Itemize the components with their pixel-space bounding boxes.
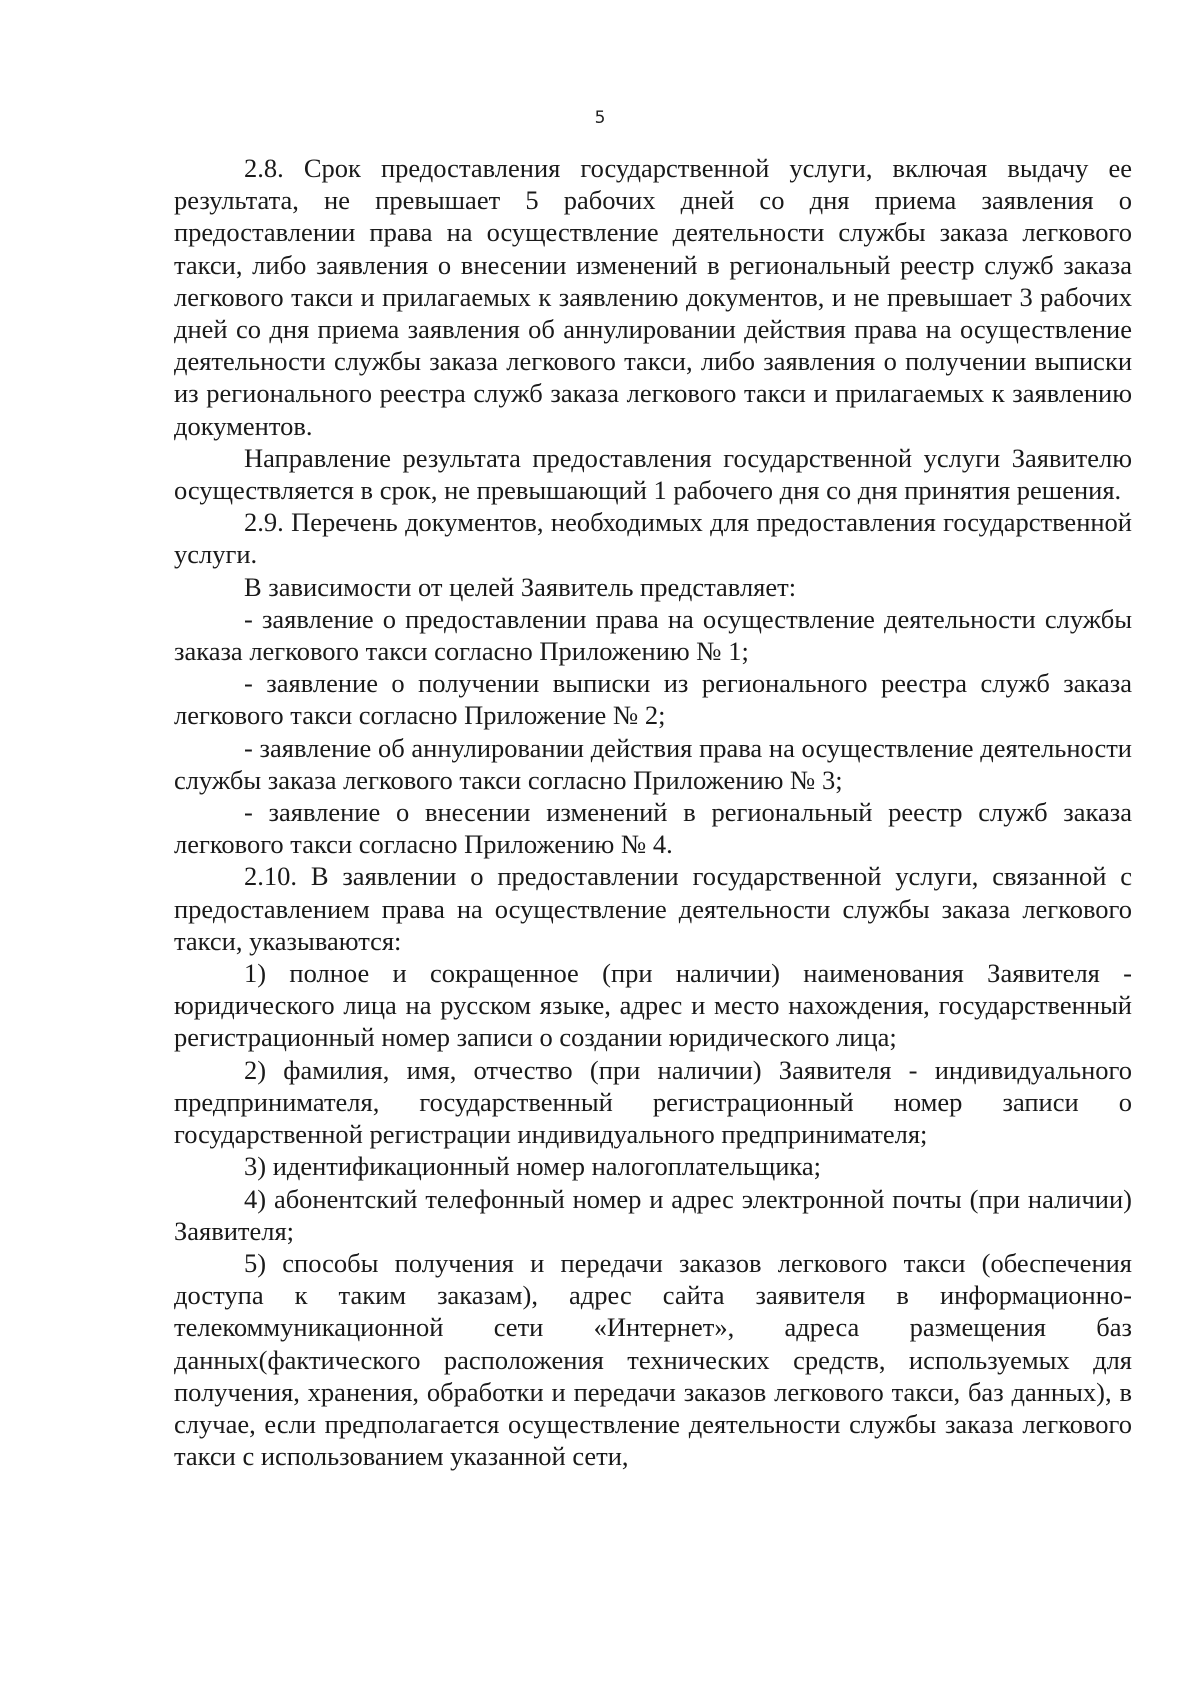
paragraph-applicant-submits: В зависимости от целей Заявитель представляет: [244,571,797,602]
page-number: 5 [594,108,606,128]
paragraph-2-9: 2.9. Перечень документов, необходимых для предоставления государственной услуги. [174,507,1132,570]
list-item-2: 2) фамилия, имя, отчество (при наличии) Заявителя - индивидуального предпринимателя, государственный регистрационный номер записи о государственной регистрации индивидуального предпринимателя; [174,1054,1132,1150]
list-item-1: 1) полное и сокращенное (при наличии) наименования Заявителя - юридического лица на русском языке, адрес и место нахождения, государственный регистрационный номер записи о создании юридического лица; [174,958,1132,1053]
list-item-4: 4) абонентский телефонный номер и адрес электронной почты (при наличии) Заявителя; [174,1183,1132,1246]
list-item-application-3: - заявление об аннулировании действия права на осуществление деятельности службы заказа легкового такси согласно Приложению № 3; [174,732,1132,795]
list-item-5: 5) способы получения и передачи заказов легкового такси (обеспечения доступа к таким заказам), адрес сайта заявителя в информационно-телекоммуникационной сети «Интернет», адреса размещения баз данных(фактического расположения технических средств, используемых для получения, хранения, обработки и передачи заказов легкового такси, баз данных), в случае, если предполагается осуществление деятельности службы заказа легкового такси с использованием указанной сети, [174,1247,1132,1472]
list-item-application-4: - заявление о внесении изменений в региональный реестр служб заказа легкового такси согласно Приложению № 4. [174,797,1132,860]
list-item-3: 3) идентификационный номер налогоплательщика; [244,1151,822,1182]
list-item-application-2: - заявление о получении выписки из регионального реестра служб заказа легкового такси согласно Приложение № 2; [174,668,1132,731]
document-body [174,152,1132,1472]
list-item-application-1: - заявление о предоставлении права на осуществление деятельности службы заказа легкового такси согласно Приложению № 1; [174,603,1132,667]
paragraph-result-delivery: Направление результата предоставления государственной услуги Заявителю осуществляется в срок, не превышающий 1 рабочего дня со дня принятия решения. [174,442,1132,506]
paragraph-2-8: 2.8. Срок предоставления государственной услуги, включая выдачу ее результата, не превышает 5 рабочих дней со дня приема заявления о предоставлении права на осуществление деятельности службы заказа легкового такси, либо заявления о внесении изменений в региональный реестр служб заказа легкового такси и прилагаемых к заявлению документов, и не превышает 3 рабочих дней со дня приема заявления об аннулировании действия права на осуществление деятельности службы заказа легкового такси, либо заявления о получении выписки из регионального реестра служб заказа легкового такси и прилагаемых к заявлению документов. [174,153,1132,441]
paragraph-2-10: 2.10. В заявлении о предоставлении государственной услуги, связанной с предоставлением права на осуществление деятельности службы заказа легкового такси, указываются: [174,861,1132,956]
